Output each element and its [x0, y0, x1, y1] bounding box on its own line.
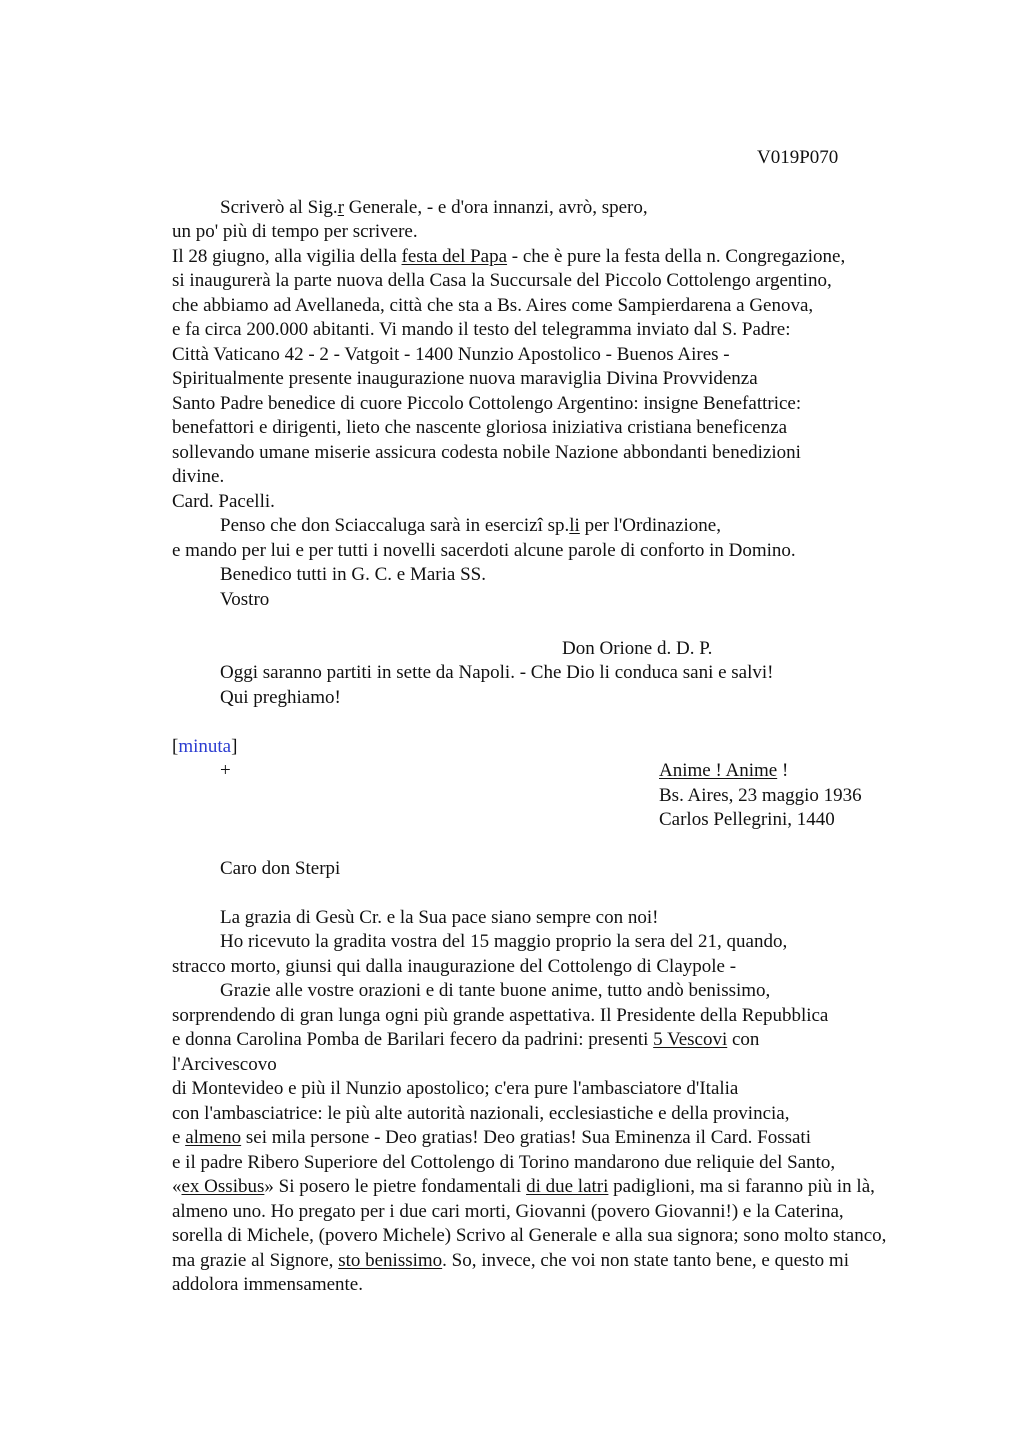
- letter2-line-2: Ho ricevuto la gradita vostra del 15 maggio proprio la sera del 21, quando,: [220, 931, 788, 952]
- letter1-line-12: divine.: [172, 466, 225, 487]
- letter1-line-3: Il 28 giugno, alla vigilia della festa del Papa - che è pure la festa della n. Congregazione,: [172, 246, 846, 267]
- underlined-phrase: festa del Papa: [401, 246, 508, 267]
- minuta-tag: [minuta]: [172, 736, 238, 757]
- page-reference: V019P070: [757, 147, 839, 168]
- letter1-line-17: Vostro: [220, 589, 270, 610]
- underlined-abbrev: li: [569, 515, 580, 536]
- letter1-line-11: sollevando umane miserie assicura codesta nobile Nazione abbondanti benedizioni: [172, 442, 801, 463]
- underlined-phrase: ex Ossibus: [181, 1176, 265, 1197]
- letter2-line-14: sorella di Michele, (povero Michele) Scrivo al Generale e alla sua signora; sono molto stanco,: [172, 1225, 887, 1246]
- underlined-phrase: almeno: [185, 1127, 242, 1148]
- sender-address: Carlos Pellegrini, 1440: [659, 809, 835, 830]
- minuta-word: minuta: [178, 736, 232, 757]
- letter2-line-7: l'Arcivescovo: [172, 1054, 277, 1075]
- letter1-line-1: Scriverò al Sig.r Generale, - e d'ora innanzi, avrò, spero,: [220, 197, 648, 218]
- letter2-line-9: con l'ambasciatrice: le più alte autorità nazionali, ecclesiastiche e della provincia,: [172, 1103, 790, 1124]
- letter2-line-3: stracco morto, giunsi qui dalla inaugurazione del Cottolengo di Claypole -: [172, 956, 737, 977]
- letter2-line-4: Grazie alle vostre orazioni e di tante buone anime, tutto andò benissimo,: [220, 980, 771, 1001]
- cross-symbol: +: [220, 760, 231, 781]
- letter2-line-6: e donna Carolina Pomba de Barilari fecero da padrini: presenti 5 Vescovi con: [172, 1029, 760, 1050]
- letter1-line-8: Spiritualmente presente inaugurazione nuova maraviglia Divina Provvidenza: [172, 368, 758, 389]
- underlined-phrase: di due latri: [526, 1176, 609, 1197]
- underlined-phrase: sto benissimo: [338, 1250, 443, 1271]
- motto-underlined: Anime ! Anime: [659, 760, 778, 781]
- underlined-phrase: 5 Vescovi: [653, 1029, 728, 1050]
- letter2-line-10: e almeno sei mila persone - Deo gratias! Deo gratias! Sua Eminenza il Card. Fossati: [172, 1127, 811, 1148]
- motto-line: Anime ! Anime !: [659, 760, 789, 781]
- letter2-line-15: ma grazie al Signore, sto benissimo. So, invece, che voi non state tanto bene, e questo mi: [172, 1250, 849, 1271]
- letter1-postscript-2: Qui preghiamo!: [220, 687, 341, 708]
- underlined-abbrev: r: [337, 197, 345, 218]
- letter1-line-6: e fa circa 200.000 abitanti. Vi mando il testo del telegramma inviato dal S. Padre:: [172, 319, 791, 340]
- letter2-line-8: di Montevideo e più il Nunzio apostolico; c'era pure l'ambasciatore d'Italia: [172, 1078, 739, 1099]
- letter2-line-5: sorprendendo di gran lunga ogni più grande aspettativa. Il Presidente della Repubblica: [172, 1005, 829, 1026]
- letter1-line-5: che abbiamo ad Avellaneda, città che sta a Bs. Aires come Sampierdarena a Genova,: [172, 295, 814, 316]
- letter1-signature: Don Orione d. D. P.: [562, 638, 713, 659]
- letter1-postscript-1: Oggi saranno partiti in sette da Napoli. - Che Dio li conduca sani e salvi!: [220, 662, 774, 683]
- letter1-line-16: Benedico tutti in G. C. e Maria SS.: [220, 564, 486, 585]
- letter1-line-4: si inaugurerà la parte nuova della Casa la Succursale del Piccolo Cottolengo argentino,: [172, 270, 832, 291]
- letter2-line-11: e il padre Ribero Superiore del Cottolengo di Torino mandarono due reliquie del Santo,: [172, 1152, 836, 1173]
- letter1-line-10: benefattori e dirigenti, lieto che nascente gloriosa iniziativa cristiana beneficenza: [172, 417, 788, 438]
- letter2-line-13: almeno uno. Ho pregato per i due cari morti, Giovanni (povero Giovanni!) e la Caterina,: [172, 1201, 844, 1222]
- salutation: Caro don Sterpi: [220, 858, 341, 879]
- letter1-line-15: e mando per lui e per tutti i novelli sacerdoti alcune parole di conforto in Domino.: [172, 540, 796, 561]
- letter1-line-13: Card. Pacelli.: [172, 491, 275, 512]
- letter2-line-16: addolora immensamente.: [172, 1274, 363, 1295]
- letter1-line-7: Città Vaticano 42 - 2 - Vatgoit - 1400 Nunzio Apostolico - Buenos Aires -: [172, 344, 730, 365]
- letter1-line-2: un po' più di tempo per scrivere.: [172, 221, 418, 242]
- letter2-line-12: «ex Ossibus» Si posero le pietre fondamentali di due latri padiglioni, ma si faranno più in là,: [172, 1176, 875, 1197]
- place-date: Bs. Aires, 23 maggio 1936: [659, 785, 862, 806]
- letter2-line-1: La grazia di Gesù Cr. e la Sua pace siano sempre con noi!: [220, 907, 659, 928]
- letter1-line-9: Santo Padre benedice di cuore Piccolo Cottolengo Argentino: insigne Benefattrice:: [172, 393, 802, 414]
- letter1-line-14: Penso che don Sciaccaluga sarà in esercizi sp.li per l'Ordinazione,: [220, 515, 721, 536]
